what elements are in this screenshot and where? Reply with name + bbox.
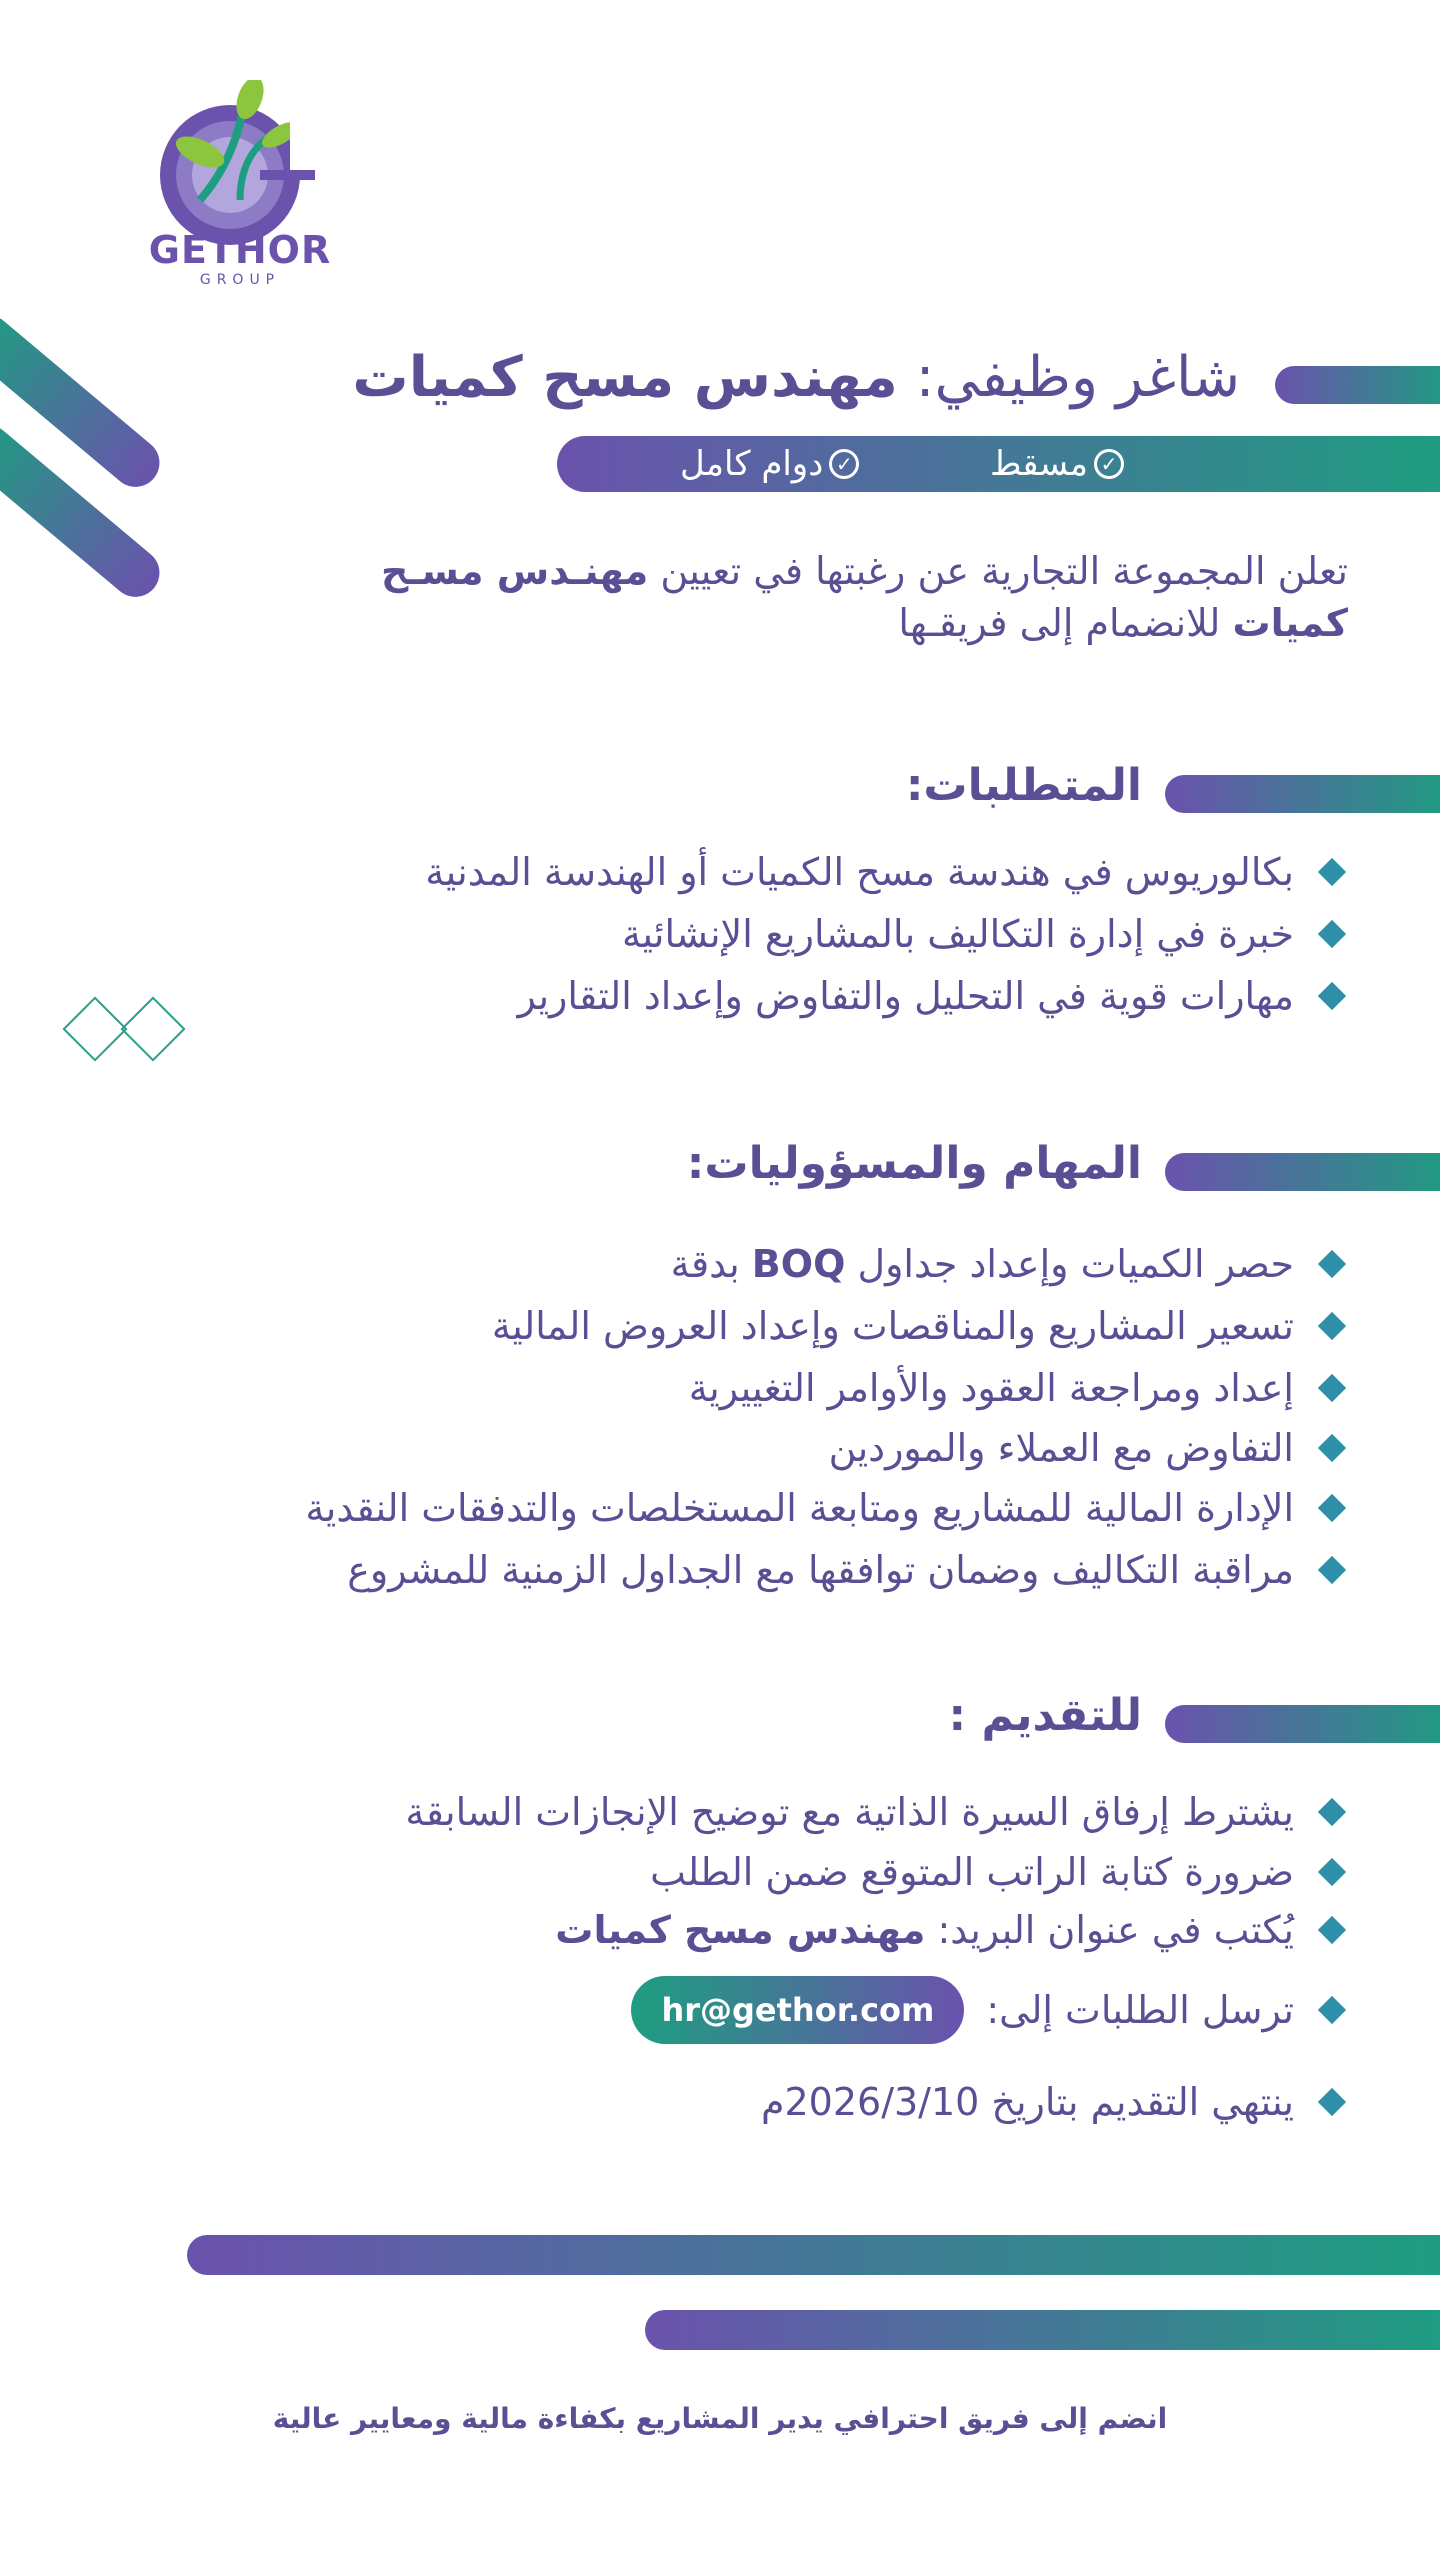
email-link[interactable]: hr@gethor.com <box>631 1976 964 2044</box>
intro-paragraph: تعلن المجموعة التجارية عن رغبتها في تعيين مهنـدس مسـح كميات للانضمام إلى فريقـها <box>380 549 1348 645</box>
apply-accent-bar <box>1165 1705 1440 1743</box>
diamond-bullet-icon <box>1318 1374 1346 1402</box>
logo-subtitle: GROUP <box>199 272 281 288</box>
outline-diamond-icon <box>62 996 127 1061</box>
footer-accent-bar-2 <box>645 2310 1440 2350</box>
diamond-bullet-icon <box>1318 1858 1346 1886</box>
list-item: بكالوريوس في هندسة مسح الكميات أو الهندسة المدنية <box>425 850 1348 894</box>
list-item: ترسل الطلبات إلى: hr@gethor.com <box>631 1976 1348 2044</box>
diamond-bullet-icon <box>1318 1312 1346 1340</box>
list-item: إعداد ومراجعة العقود والأوامر التغييرية <box>689 1366 1348 1410</box>
list-item: خبرة في إدارة التكاليف بالمشاريع الإنشائية <box>622 912 1348 956</box>
diamond-bullet-icon <box>1318 1798 1346 1826</box>
duties-heading: المهام والمسؤوليات: <box>686 1138 1142 1189</box>
page-title: شاغر وظيفي: مهندس مسح كميات <box>352 345 1240 410</box>
requirements-heading: المتطلبات: <box>905 760 1142 811</box>
list-item: حصر الكميات وإعداد جداول BOQ بدقة <box>671 1242 1348 1286</box>
title-accent-bar <box>1275 366 1440 404</box>
list-item: يُكتب في عنوان البريد: مهندس مسح كميات <box>555 1908 1348 1952</box>
diamond-bullet-icon <box>1318 858 1346 886</box>
diamond-bullet-icon <box>1318 920 1346 948</box>
requirements-accent-bar <box>1165 775 1440 813</box>
list-item: التفاوض مع العملاء والموردين <box>829 1426 1348 1470</box>
duties-accent-bar <box>1165 1153 1440 1191</box>
list-item: تسعير المشاريع والمناقصات وإعداد العروض المالية <box>492 1304 1348 1348</box>
check-circle-icon: ✓ <box>829 449 859 479</box>
diamond-bullet-icon <box>1318 2088 1346 2116</box>
outline-diamond-icon <box>120 996 185 1061</box>
diamond-bullet-icon <box>1318 982 1346 1010</box>
diamond-bullet-icon <box>1318 1434 1346 1462</box>
tag-employment-type: ✓ دوام كامل <box>680 436 859 492</box>
footer-accent-bar-1 <box>187 2235 1440 2275</box>
logo-wordmark: GETHOR <box>148 228 332 272</box>
diamond-bullet-icon <box>1318 1556 1346 1584</box>
diamond-bullet-icon <box>1318 1916 1346 1944</box>
list-item: الإدارة المالية للمشاريع ومتابعة المستخلصات والتدفقات النقدية <box>305 1486 1348 1530</box>
diamond-bullet-icon <box>1318 1250 1346 1278</box>
list-item: يشترط إرفاق السيرة الذاتية مع توضيح الإنجازات السابقة <box>405 1790 1348 1834</box>
diamond-bullet-icon <box>1318 1494 1346 1522</box>
apply-heading: للتقديم : <box>948 1690 1142 1741</box>
list-item: ينتهي التقديم بتاريخ 2026/3/10م <box>761 2080 1348 2124</box>
tag-location: ✓ مسقط <box>990 436 1124 492</box>
footer-tagline: انضم إلى فريق احترافي يدير المشاريع بكفاءة مالية ومعايير عالية <box>272 2402 1168 2435</box>
list-item: مهارات قوية في التحليل والتفاوض وإعداد التقارير <box>518 974 1349 1018</box>
diamond-bullet-icon <box>1318 1996 1346 2024</box>
list-item: ضرورة كتابة الراتب المتوقع ضمن الطلب <box>650 1850 1348 1894</box>
list-item: مراقبة التكاليف وضمان توافقها مع الجداول الزمنية للمشروع <box>347 1548 1348 1592</box>
check-circle-icon: ✓ <box>1094 449 1124 479</box>
